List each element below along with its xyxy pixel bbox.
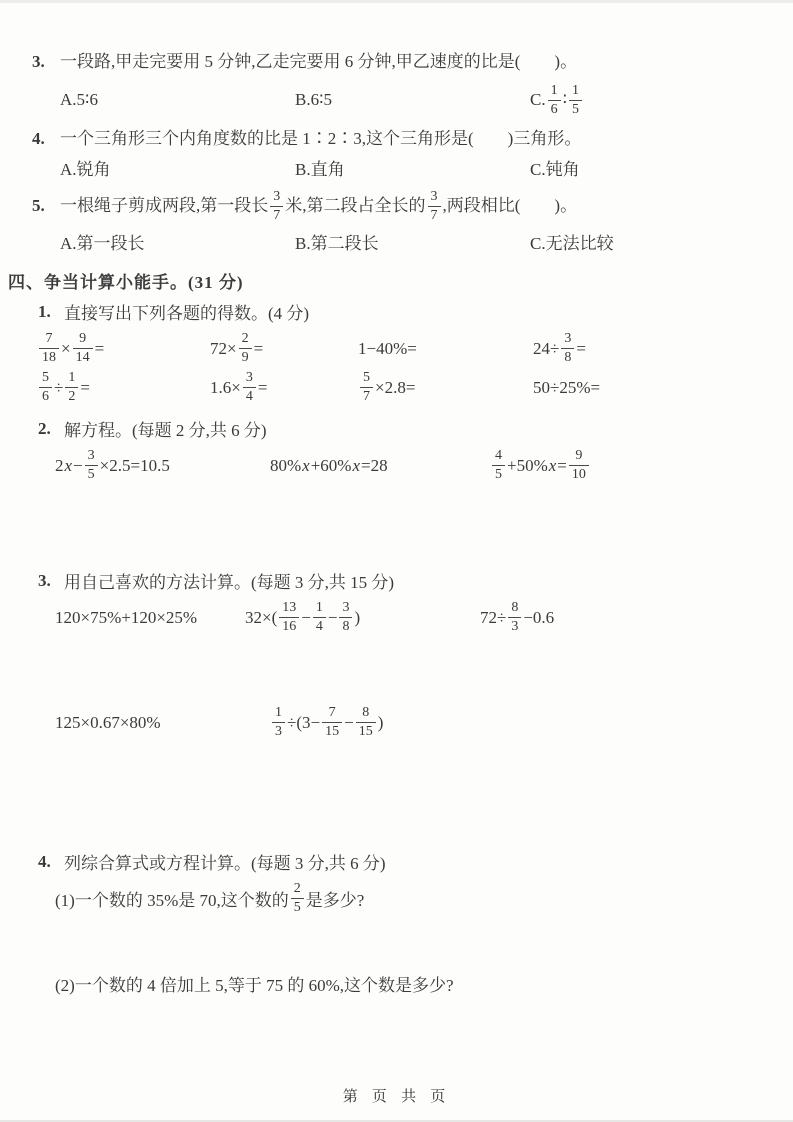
calc-expression: $\frac{7}{18}$ × $\frac{9}{14}$ = [37, 332, 210, 365]
subsection-1-number: 1. [38, 301, 51, 321]
calc-row-1 [32, 332, 753, 365]
word-problem-1: (1)一个数的 35%是 70,这个数的 $\frac{2}{5}$ 是多少? [55, 881, 365, 916]
question-3-number: 3. [32, 52, 45, 71]
question-4-number: 4. [32, 128, 45, 148]
equation-row [32, 449, 753, 482]
calc-expression: 24÷ $\frac{3}{8}$ = [533, 331, 586, 366]
calc-row-2 [32, 371, 753, 404]
question-4-option-a: A.锐角 [60, 160, 111, 180]
calc-expression: 125×0.67×80% [55, 712, 161, 732]
question-3 [32, 50, 753, 117]
question-5-number: 5. [32, 196, 45, 216]
calc-expression: 120×75%+120×25% [55, 607, 198, 627]
calc-expression: $\frac{1}{3}$ ÷(3− $\frac{7}{15}$ − $\frac{8}{15}$ ) [270, 706, 753, 739]
question-5-line [32, 190, 753, 223]
subsection-4-number: 4. [38, 851, 51, 871]
scan-edge-top [0, 0, 793, 3]
calc-expression: $\frac{5}{6}$ ÷ $\frac{1}{2}$ = [37, 371, 210, 404]
subsection-2-head [38, 416, 753, 441]
question-3-options [60, 84, 753, 117]
subsection-2-title: 解方程。(每题 2 分,共 6 分) [64, 421, 267, 441]
equation: $\frac{4}{5}$ +50% x = $\frac{9}{10}$ [490, 449, 753, 482]
subsection-3-head [38, 568, 753, 593]
question-5-options [60, 229, 753, 254]
method-calc-row-2 [32, 706, 753, 739]
subsection-1-head [38, 299, 753, 324]
question-5 [32, 190, 753, 254]
question-4 [32, 127, 753, 181]
question-4-stem: 一个三角形三个内角度数的比是 1∶2∶3,这个三角形是( )三角形。 [60, 128, 582, 148]
calc-expression: 50÷25%= [533, 377, 601, 397]
question-3-option-c: C. $\frac{1}{6}$ ∶ $\frac{1}{5}$ [530, 84, 584, 117]
subsection-1-title: 直接写出下列各题的得数。(4 分) [64, 304, 310, 324]
calc-expression: 72÷ $\frac{8}{3}$ −0.6 [480, 600, 555, 635]
question-4-options [60, 155, 753, 180]
subsection-4-title: 列综合算式或方程计算。(每题 3 分,共 6 分) [64, 854, 386, 874]
equation: 2 x − $\frac{3}{5}$ ×2.5=10.5 [55, 448, 170, 483]
question-5-stem: 一根绳子剪成两段,第一段长 $\frac{3}{7}$ 米,第二段占全长的 $\frac{3}{7}$ ,两段相比( )。 [60, 189, 578, 224]
subsection-4-head [38, 849, 753, 874]
question-5-option-b: B.第二段长 [295, 234, 379, 254]
section-4-title: 四、争当计算小能手。(31 分) [8, 273, 244, 293]
question-4-option-c: C.钝角 [530, 160, 580, 180]
question-4-option-b: B.直角 [295, 160, 345, 180]
question-5-option-a: A.第一段长 [60, 234, 145, 254]
question-5-option-c: C.无法比较 [530, 234, 614, 254]
subsection-3-title: 用自己喜欢的方法计算。(每题 3 分,共 15 分) [64, 573, 395, 593]
question-3-stem: 一段路,甲走完要用 5 分钟,乙走完要用 6 分钟,甲乙速度的比是( )。 [60, 52, 578, 71]
calc-expression: 72× $\frac{2}{9}$ = [210, 331, 264, 366]
page-footer: 第 页 共 页 [342, 1088, 451, 1105]
subsection-3-number: 3. [38, 570, 51, 590]
question-3-option-b: B.6∶5 [295, 90, 333, 110]
question-4-line [32, 127, 753, 152]
question-3-option-a: A.5∶6 [60, 90, 98, 110]
calc-expression: 32×( $\frac{13}{16}$ − $\frac{1}{4}$ − $\frac{3}{8}$ ) [245, 600, 361, 635]
subsection-2-number: 2. [38, 418, 51, 438]
word-problem-2: (2)一个数的 4 倍加上 5,等于 75 的 60%,这个数是多少? [55, 976, 454, 996]
equation: 80% x +60% x =28 [270, 455, 388, 475]
calc-expression: 1.6× $\frac{3}{4}$ = [210, 370, 268, 405]
calc-expression: $\frac{5}{7}$ ×2.8= [358, 371, 533, 404]
question-3-line [32, 50, 753, 75]
calc-expression: 1−40%= [358, 338, 417, 358]
method-calc-row-1 [32, 601, 753, 634]
